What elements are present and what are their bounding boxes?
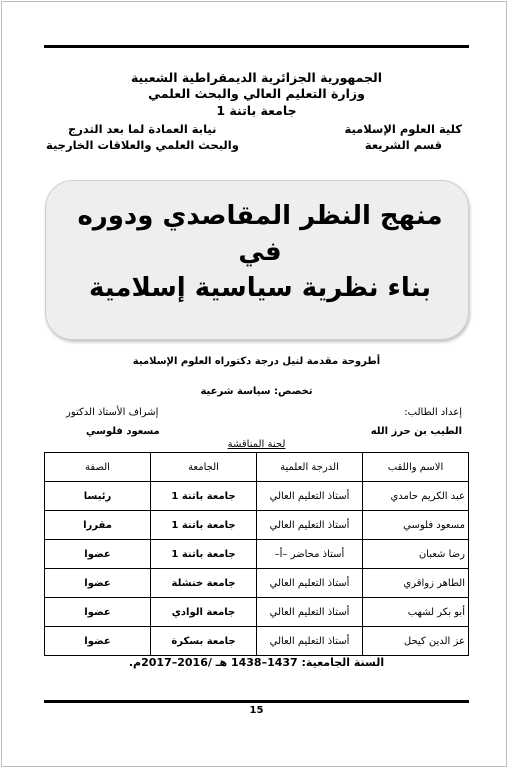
department-name: قسم الشريعة [364,138,442,152]
member-name: عز الدين كيحل [363,627,469,656]
ministry-name: وزارة التعليم العالي والبحث العلمي [148,86,365,101]
member-name: الطاهر زواقري [363,569,469,598]
table-row [45,511,469,540]
table-row [45,569,469,598]
thesis-title-line2: بناء نظرية سياسية إسلامية [89,273,431,303]
member-rank: أستاذ التعليم العالي [257,482,363,511]
faculty-name: كلية العلوم الإسلامية [344,122,462,136]
thesis-title [60,198,460,306]
member-rank: أستاذ التعليم العالي [257,598,363,627]
supervisor-label: إشراف الأستاذ الدكتور [66,407,159,418]
committee-table [44,452,469,656]
member-university: جامعة خنشلة [151,569,257,598]
member-rank: أستاذ محاضر –أ– [257,540,363,569]
member-university: جامعة الوادي [151,598,257,627]
student-label: إعداد الطالب: [404,407,462,418]
university-name: جامعة باتنة 1 [216,103,297,118]
member-role: عضوا [45,627,151,656]
member-name: رضا شعبان [363,540,469,569]
republic-name: الجمهورية الجزائرية الديمقراطية الشعبية [130,70,383,85]
header-name: الاسم واللقب [363,453,469,482]
member-university: جامعة بسكرة [151,627,257,656]
member-name: مسعود فلوسي [363,511,469,540]
top-rule [44,45,469,48]
member-university: جامعة باتنة 1 [151,482,257,511]
deanery-line1: نيابة العمادة لما بعد التدرج [68,122,217,136]
member-name: عبد الكريم حامدي [363,482,469,511]
header-university: الجامعة [151,453,257,482]
member-rank: أستاذ التعليم العالي [257,511,363,540]
thesis-description: أطروحة مقدمة لنيل درجة دكتوراه العلوم الإسلامية [132,356,381,367]
member-role: عضوا [45,569,151,598]
committee-header-row [45,453,469,482]
table-row [45,598,469,627]
member-name: أبو بكر لشهب [363,598,469,627]
member-role: مقررا [45,511,151,540]
deanery-line2: والبحث العلمي والعلاقات الخارجية [46,138,239,152]
table-row [45,627,469,656]
bottom-rule [44,700,469,703]
member-rank: أستاذ التعليم العالي [257,569,363,598]
committee-title: لجنة المناقشة [227,439,286,450]
member-university: جامعة باتنة 1 [151,540,257,569]
supervisor-name: مسعود فلوسي [86,426,160,437]
thesis-title-line1: منهج النظر المقاصدي ودوره في [77,201,443,267]
member-role: رئيسا [45,482,151,511]
member-rank: أستاذ التعليم العالي [257,627,363,656]
table-row [45,482,469,511]
thesis-specialty: تخصص: سياسة شرعية [200,386,313,397]
member-role: عضوا [45,598,151,627]
header-rank: الدرجة العلمية [257,453,363,482]
page-number: 15 [249,705,264,716]
student-name: الطيب بن حرز الله [370,426,462,437]
header-role: الصفة [45,453,151,482]
table-row [45,540,469,569]
member-university: جامعة باتنة 1 [151,511,257,540]
academic-year: السنة الجامعية: 1437–1438 هـ /2016–2017م. [128,656,385,669]
member-role: عضوا [45,540,151,569]
